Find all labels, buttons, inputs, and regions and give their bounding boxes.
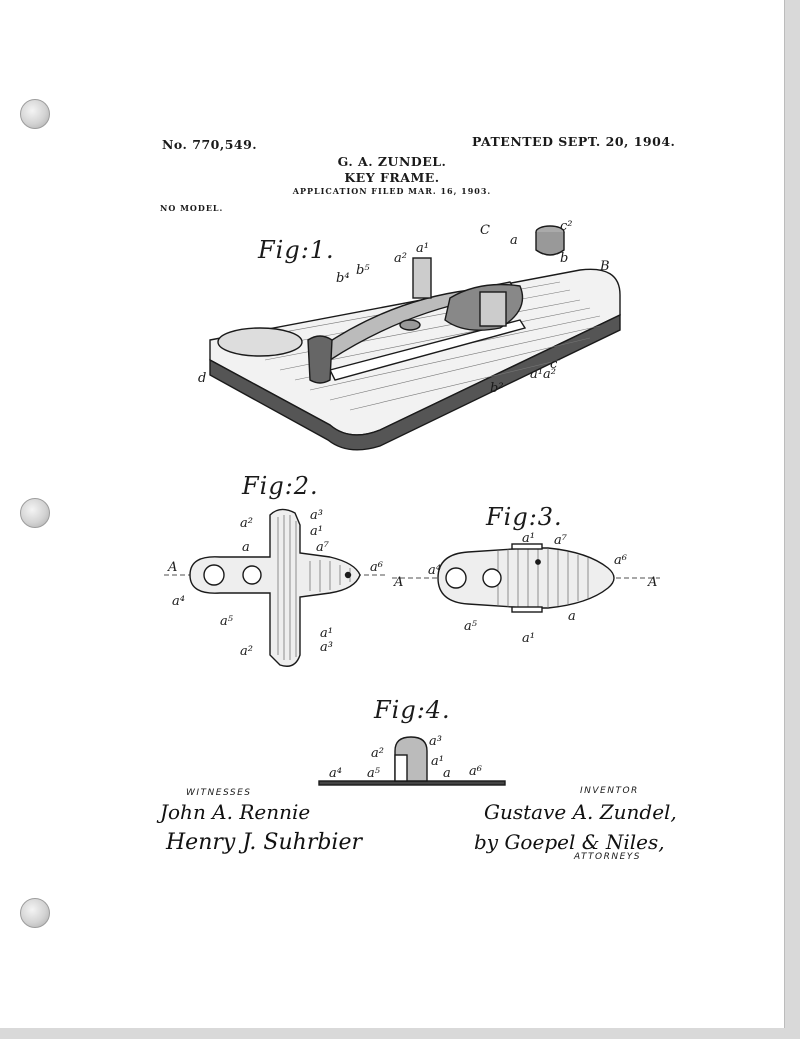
- fig-4-drawing: [315, 725, 515, 790]
- svg-text:a²: a²: [394, 251, 407, 266]
- svg-text:a⁶: a⁶: [614, 553, 627, 568]
- invention-title: KEY FRAME.: [344, 170, 440, 185]
- witness-2-signature: Henry J. Suhrbier: [166, 830, 362, 855]
- patent-number: No. 770,549.: [162, 137, 258, 152]
- patent-date: PATENTED SEPT. 20, 1904.: [472, 134, 676, 149]
- svg-text:a³: a³: [320, 640, 333, 655]
- svg-text:a¹: a¹: [522, 631, 535, 646]
- witnesses-label: WITNESSES: [186, 788, 252, 798]
- svg-text:B: B: [600, 259, 610, 274]
- application-filed: APPLICATION FILED MAR. 16, 1903.: [292, 186, 492, 196]
- svg-text:a⁷: a⁷: [316, 540, 329, 555]
- svg-text:a²: a²: [240, 516, 253, 531]
- fig-1-drawing: [180, 220, 640, 450]
- punch-hole-middle: [20, 498, 50, 528]
- svg-text:A: A: [168, 560, 178, 575]
- attorneys-signature: by Goepel & Niles,: [474, 830, 665, 854]
- fig-3-label: Fig:3.: [486, 503, 563, 531]
- svg-text:a⁴: a⁴: [329, 766, 342, 781]
- inventor-signature: Gustave A. Zundel,: [484, 800, 677, 824]
- svg-text:b⁴: b⁴: [336, 271, 350, 286]
- svg-text:a⁶: a⁶: [469, 764, 482, 779]
- svg-text:c²: c²: [560, 219, 573, 234]
- model-note: NO MODEL.: [160, 203, 224, 213]
- svg-text:a¹: a¹: [522, 531, 535, 546]
- svg-text:A: A: [648, 575, 658, 590]
- svg-text:a³: a³: [310, 508, 323, 523]
- svg-text:c: c: [550, 357, 558, 372]
- svg-text:a⁷: a⁷: [554, 533, 567, 548]
- svg-text:b: b: [560, 251, 569, 266]
- attorneys-label: ATTORNEYS: [574, 852, 641, 862]
- svg-text:a: a: [443, 766, 451, 781]
- inventor-heading: G. A. ZUNDEL.: [337, 154, 447, 169]
- svg-text:a: a: [568, 609, 576, 624]
- svg-text:a: a: [510, 233, 518, 248]
- witness-1-signature: John A. Rennie: [160, 800, 311, 824]
- punch-hole-top: [20, 99, 50, 129]
- svg-text:a¹: a¹: [431, 754, 444, 769]
- svg-text:a¹: a¹: [310, 524, 323, 539]
- svg-text:a⁶: a⁶: [370, 560, 383, 575]
- svg-text:a²: a²: [371, 746, 384, 761]
- svg-text:a: a: [242, 540, 250, 555]
- svg-text:a³: a³: [429, 734, 442, 749]
- svg-text:a⁴: a⁴: [428, 563, 441, 578]
- fig-2-drawing: [160, 505, 400, 680]
- svg-text:a⁵: a⁵: [464, 619, 477, 634]
- svg-text:b⁵: b⁵: [356, 263, 370, 278]
- svg-text:a²: a²: [240, 644, 253, 659]
- fig-2-label: Fig:2.: [242, 472, 319, 500]
- punch-hole-bottom: [20, 898, 50, 928]
- svg-text:d: d: [198, 371, 207, 386]
- svg-text:b²: b²: [490, 381, 504, 396]
- svg-text:a⁵: a⁵: [367, 766, 380, 781]
- fig-4-label: Fig:4.: [374, 696, 451, 724]
- svg-text:C: C: [480, 223, 490, 238]
- svg-text:a¹: a¹: [416, 241, 429, 256]
- fig-3-drawing: [388, 530, 668, 645]
- fig-1-label: Fig:1.: [258, 236, 335, 264]
- svg-text:A: A: [394, 575, 404, 590]
- svg-text:a⁵: a⁵: [220, 614, 233, 629]
- svg-text:a¹: a¹: [320, 626, 333, 641]
- svg-text:a⁴: a⁴: [172, 594, 185, 609]
- svg-text:a¹a²: a¹a²: [530, 367, 556, 382]
- inventor-label: INVENTOR: [580, 786, 639, 796]
